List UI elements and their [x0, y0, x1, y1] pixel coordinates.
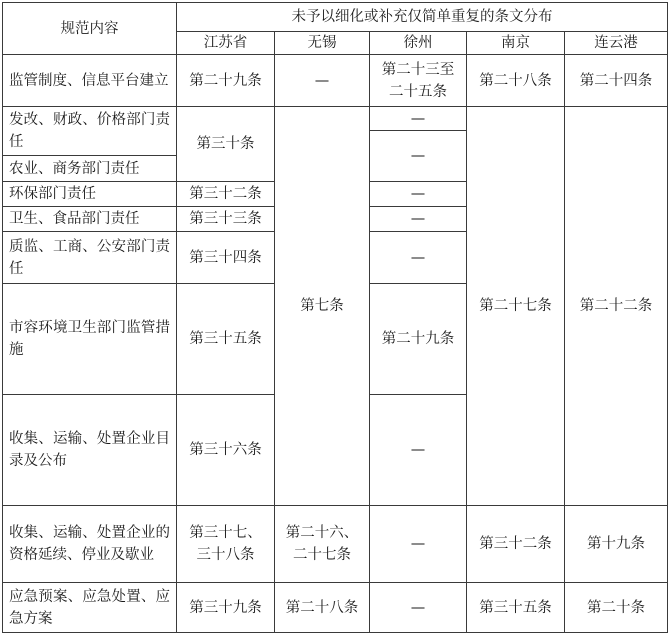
- header-group-title: 未予以细化或补充仅简单重复的条文分布: [177, 3, 668, 32]
- row-6-content: 质监、工商、公安部门责任: [3, 232, 177, 284]
- row-6-xuzhou: —: [370, 232, 467, 284]
- row-1-xuzhou: 第二十三至 二十五条: [370, 55, 467, 107]
- row-2a-xuzhou: —: [370, 107, 467, 131]
- row-10-xuzhou: —: [370, 583, 467, 633]
- row-4-content: 环保部门责任: [3, 182, 177, 207]
- row-2-3-jiangsu: 第三十条: [177, 107, 275, 182]
- row-5-jiangsu: 第三十三条: [177, 207, 275, 232]
- row-10-nanjing: 第三十五条: [467, 583, 565, 633]
- row-9-lianyungang: 第十九条: [565, 506, 668, 583]
- row-6-jiangsu: 第三十四条: [177, 232, 275, 284]
- row-5-content: 卫生、食品部门责任: [3, 207, 177, 232]
- row-2b-xuzhou: —: [370, 131, 467, 182]
- merged-nanjing: 第二十七条: [467, 107, 565, 506]
- row-7-content: 市容环境卫生部门监管措施: [3, 284, 177, 395]
- row-10-lianyungang: 第二十条: [565, 583, 668, 633]
- header-xuzhou: 徐州: [370, 32, 467, 55]
- row-9-content: 收集、运输、处置企业的资格延续、停业及歇业: [3, 506, 177, 583]
- provision-distribution-table: [2, 2, 668, 633]
- row-9-nanjing: 第三十二条: [467, 506, 565, 583]
- row-1-lianyungang: 第二十四条: [565, 55, 668, 107]
- row-4-jiangsu: 第三十二条: [177, 182, 275, 207]
- row-10-jiangsu: 第三十九条: [177, 583, 275, 633]
- row-7-jiangsu: 第三十五条: [177, 284, 275, 395]
- row-10-wuxi: 第二十八条: [275, 583, 370, 633]
- row-1-wuxi: —: [275, 55, 370, 107]
- row-3-content: 农业、商务部门责任: [3, 156, 177, 182]
- header-jiangsu: 江苏省: [177, 32, 275, 55]
- row-8-content: 收集、运输、处置企业目录及公布: [3, 395, 177, 506]
- row-1-content: 监管制度、信息平台建立: [3, 55, 177, 107]
- row-10-content: 应急预案、应急处置、应急方案: [3, 583, 177, 633]
- header-wuxi: 无锡: [275, 32, 370, 55]
- header-nanjing: 南京: [467, 32, 565, 55]
- header-lianyungang: 连云港: [565, 32, 668, 55]
- merged-lianyungang: 第二十二条: [565, 107, 668, 506]
- row-9-xuzhou: —: [370, 506, 467, 583]
- merged-wuxi: 第七条: [275, 107, 370, 506]
- row-7-wuxi: 第二十九条: [370, 284, 467, 395]
- row-8-jiangsu: 第三十六条: [177, 395, 275, 506]
- row-9-wuxi: 第二十六、 二十七条: [275, 506, 370, 583]
- row-8-wuxi: —: [370, 395, 467, 506]
- row-4-xuzhou: —: [370, 182, 467, 207]
- row-5-xuzhou: —: [370, 207, 467, 232]
- row-1-nanjing: 第二十八条: [467, 55, 565, 107]
- row-2-content: 发改、财政、价格部门责任: [3, 107, 177, 156]
- header-content: 规范内容: [3, 3, 177, 55]
- row-1-jiangsu: 第二十九条: [177, 55, 275, 107]
- row-9-jiangsu: 第三十七、 三十八条: [177, 506, 275, 583]
